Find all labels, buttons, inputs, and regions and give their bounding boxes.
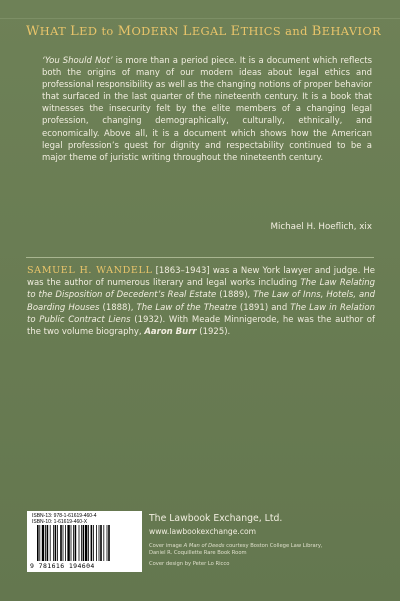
blurb-paragraph [42, 55, 372, 164]
publisher-website: www.lawbookexchange.com [149, 527, 257, 536]
section-heading [26, 24, 386, 39]
barcode-bar [85, 525, 87, 561]
barcode-bar [71, 525, 72, 561]
heading-text: HAT [39, 24, 71, 38]
barcode-bar [100, 525, 102, 561]
barcode-bar [39, 525, 40, 561]
heading-cap-m: M [117, 24, 132, 39]
barcode-bar [50, 525, 51, 561]
isbn-10: ISBN-10: 1-61619-460-X [32, 519, 88, 525]
barcode-bar [79, 525, 80, 561]
credit-text: Cover image [149, 543, 184, 549]
bio-text: [1863–1943] was a New York lawyer and judge. He was the author of numerous literary and legal works including [27, 266, 376, 289]
barcode-bar [73, 525, 74, 561]
author-bio [27, 265, 375, 338]
book-title: The Law of the Theatre [136, 302, 237, 313]
isbn-13: ISBN-13: 978-1-61619-460-4 [32, 513, 97, 519]
blurb-attribution: Michael H. Hoeflich, xix [270, 222, 372, 232]
heading-cap-w: W [26, 24, 40, 39]
barcode-bar [47, 525, 49, 561]
barcode-bar [42, 525, 44, 561]
barcode-bars [37, 525, 133, 561]
barcode-bar [99, 525, 100, 561]
barcode-bar [37, 525, 39, 561]
barcode-bar [60, 525, 62, 561]
heading-text: ED [79, 24, 102, 38]
barcode-bar [107, 525, 108, 561]
bio-text: (1891) and [236, 302, 291, 313]
heading-cap-e: E [230, 24, 241, 39]
heading-cap-b: B [311, 24, 322, 39]
heading-cap-l: L [182, 24, 192, 39]
barcode-bar [83, 525, 85, 561]
barcode-digits: 9 781616 194604 [30, 562, 95, 570]
barcode-bar [93, 525, 94, 561]
heading-text: ODERN [131, 24, 183, 38]
publisher-name: The Lawbook Exchange, Ltd. [149, 513, 283, 524]
barcode-bar [96, 525, 97, 561]
barcode-bar [63, 525, 64, 561]
heading-text: and [285, 24, 312, 38]
barcode [27, 511, 142, 572]
blurb-body: is more than a period piece. It is a document which reflects both the origins of many of our modern ideas about legal ethics and professional responsibility as well as the changing notions of proper behavior that surfaced in the last quarter of the nineteenth century. It is a book that witnesses the insecurity felt by the elite members of a changing legal profession, changing demographically, culturally, ethnically, and economically. Above all, it is a document which shows how the American legal profession’s quest for dignity and respectability continued to be a major theme of juristic writing throughout the nineteenth century. [42, 56, 373, 163]
credit-text: courtesy Boston College Law Library, [224, 543, 323, 549]
bio-text: (1889), [216, 290, 254, 301]
heading-text: EGAL [191, 24, 231, 38]
barcode-bar [75, 525, 77, 561]
book-title: The Law of Inns, Hotels, and Boarding Houses [27, 290, 376, 313]
barcode-bar [45, 525, 46, 561]
barcode-bar [57, 525, 58, 561]
bio-text: (1932). With Meade Minnigerode, he was the author of the two volume biography, [27, 314, 375, 338]
heading-text: to [101, 24, 118, 38]
bio-text: (1888), [99, 302, 137, 313]
barcode-bar [67, 525, 69, 561]
barcode-bar [108, 525, 110, 561]
cover-image-credit [149, 543, 323, 549]
barcode-bar [65, 525, 66, 561]
section-divider [26, 257, 374, 258]
barcode-bar [81, 525, 82, 561]
cover-image-credit-line2: Daniel R. Coquillette Rare Book Room [149, 550, 247, 556]
cover-design-credit: Cover design by Peter Lo Ricco [149, 561, 230, 567]
barcode-bar [103, 525, 104, 561]
credit-title: A Man of Deeds [183, 543, 225, 549]
heading-cap-l: L [70, 24, 80, 39]
barcode-bar [91, 525, 93, 561]
barcode-bar [53, 525, 54, 561]
author-name: SAMUEL H. WANDELL [27, 265, 153, 276]
book-title: The Law in Relation to Public Contract Liens [27, 302, 375, 325]
barcode-bar [88, 525, 89, 561]
book-title: Aaron Burr [144, 327, 197, 338]
barcode-bar [55, 525, 57, 561]
heading-text: EHAVIOR [321, 24, 382, 38]
blurb-title: ‘You Should Not’ [42, 56, 113, 66]
heading-text: THICS [240, 24, 286, 38]
bio-text: (1925). [196, 327, 231, 338]
book-title: The Law Relating to the Disposition of Decedent’s Real Estate [27, 278, 376, 301]
top-rule [0, 18, 400, 19]
